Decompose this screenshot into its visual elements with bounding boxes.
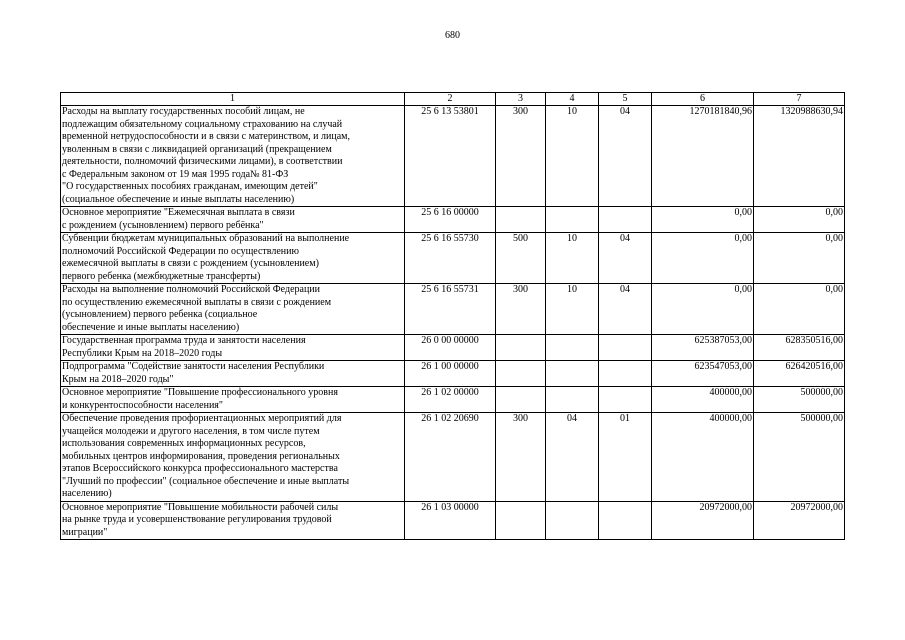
subsection-code — [599, 387, 652, 413]
subsection-code — [599, 207, 652, 233]
subsection-code: 04 — [599, 233, 652, 284]
subsection-code: 04 — [599, 106, 652, 207]
col-header-5: 5 — [599, 93, 652, 106]
sum-year-2: 500000,00 — [754, 413, 845, 502]
subsection-code: 01 — [599, 413, 652, 502]
sum-year-1: 400000,00 — [652, 387, 754, 413]
sum-year-2: 0,00 — [754, 233, 845, 284]
subsection-code: 04 — [599, 284, 652, 335]
col-header-2: 2 — [405, 93, 496, 106]
col-header-1: 1 — [61, 93, 405, 106]
section-code: 04 — [546, 413, 599, 502]
subsection-code — [599, 335, 652, 361]
table-row — [61, 361, 845, 387]
target-code: 25 6 16 55730 — [405, 233, 496, 284]
target-code: 26 1 02 00000 — [405, 387, 496, 413]
table-row — [61, 413, 845, 502]
expense-type-code: 500 — [496, 233, 546, 284]
section-code — [546, 361, 599, 387]
expense-type-code — [496, 207, 546, 233]
table-row — [61, 387, 845, 413]
table-row — [61, 207, 845, 233]
table-row — [61, 335, 845, 361]
section-code: 10 — [546, 233, 599, 284]
section-code — [546, 501, 599, 540]
row-name: Субвенции бюджетам муниципальных образований на выполнение полномочий Российской Федерации по осуществлению ежемесячной выплаты в связи с рождением (усыновлением) первого ребенка (межбюджетные трансферты) — [61, 233, 405, 284]
sum-year-1: 625387053,00 — [652, 335, 754, 361]
subsection-code — [599, 501, 652, 540]
sum-year-1: 0,00 — [652, 284, 754, 335]
section-code — [546, 207, 599, 233]
subsection-code — [599, 361, 652, 387]
expense-type-code — [496, 501, 546, 540]
expense-type-code: 300 — [496, 413, 546, 502]
expense-type-code — [496, 335, 546, 361]
sum-year-1: 400000,00 — [652, 413, 754, 502]
row-name: Государственная программа труда и занятости населения Республики Крым на 2018–2020 годы — [61, 335, 405, 361]
table-row — [61, 284, 845, 335]
target-code: 26 0 00 00000 — [405, 335, 496, 361]
sum-year-1: 20972000,00 — [652, 501, 754, 540]
target-code: 25 6 13 53801 — [405, 106, 496, 207]
sum-year-1: 623547053,00 — [652, 361, 754, 387]
target-code: 26 1 00 00000 — [405, 361, 496, 387]
col-header-6: 6 — [652, 93, 754, 106]
target-code: 25 6 16 00000 — [405, 207, 496, 233]
sum-year-1: 0,00 — [652, 207, 754, 233]
section-code — [546, 387, 599, 413]
row-name: Подпрограмма "Содействие занятости населения Республики Крым на 2018–2020 годы" — [61, 361, 405, 387]
budget-table — [60, 92, 845, 540]
row-name: Расходы на выполнение полномочий Российской Федерации по осуществлению ежемесячной выплаты в связи с рождением (усыновлением) первого ребенка (социальное обеспечение и иные выплаты населению) — [61, 284, 405, 335]
section-code — [546, 335, 599, 361]
expense-type-code: 300 — [496, 284, 546, 335]
expense-type-code: 300 — [496, 106, 546, 207]
section-code: 10 — [546, 106, 599, 207]
expense-type-code — [496, 387, 546, 413]
sum-year-2: 1320988630,94 — [754, 106, 845, 207]
row-name: Основное мероприятие "Повышение мобильности рабочей силы на рынке труда и усовершенствование регулирования трудовой миграции" — [61, 501, 405, 540]
target-code: 26 1 02 20690 — [405, 413, 496, 502]
sum-year-2: 500000,00 — [754, 387, 845, 413]
sum-year-2: 628350516,00 — [754, 335, 845, 361]
section-code: 10 — [546, 284, 599, 335]
row-name: Расходы на выплату государственных пособий лицам, не подлежащим обязательному социальному страхованию на случай временной нетрудоспособности и в связи с материнством, и лицам, уволенным в связи с ликвидацией организаций (прекращением деятельности, полномочий физическими лицами), в соответствии с Федеральным законом от 19 мая 1995 года№ 81-ФЗ "О государственных пособиях гражданам, имеющим детей" (социальное обеспечение и иные выплаты населению) — [61, 106, 405, 207]
table-row — [61, 501, 845, 540]
sum-year-2: 20972000,00 — [754, 501, 845, 540]
row-name: Обеспечение проведения профориентационных мероприятий для учащейся молодежи и другого населения, в том числе путем использования современных информационных ресурсов, мобильных центров информирования, проведения региональных этапов Всероссийского конкурса профессионального мастерства "Лучший по профессии" (социальное обеспечение и иные выплаты населению) — [61, 413, 405, 502]
page-number: 680 — [445, 30, 460, 41]
sum-year-1: 0,00 — [652, 233, 754, 284]
sum-year-2: 0,00 — [754, 284, 845, 335]
sum-year-1: 1270181840,96 — [652, 106, 754, 207]
target-code: 26 1 03 00000 — [405, 501, 496, 540]
expense-type-code — [496, 361, 546, 387]
row-name: Основное мероприятие "Ежемесячная выплата в связи с рождением (усыновлением) первого ребёнка" — [61, 207, 405, 233]
table-row — [61, 106, 845, 207]
sum-year-2: 626420516,00 — [754, 361, 845, 387]
sum-year-2: 0,00 — [754, 207, 845, 233]
row-name: Основное мероприятие "Повышение профессионального уровня и конкурентоспособности населения" — [61, 387, 405, 413]
col-header-7: 7 — [754, 93, 845, 106]
target-code: 25 6 16 55731 — [405, 284, 496, 335]
col-header-4: 4 — [546, 93, 599, 106]
table-row — [61, 233, 845, 284]
header-row — [61, 93, 845, 106]
col-header-3: 3 — [496, 93, 546, 106]
